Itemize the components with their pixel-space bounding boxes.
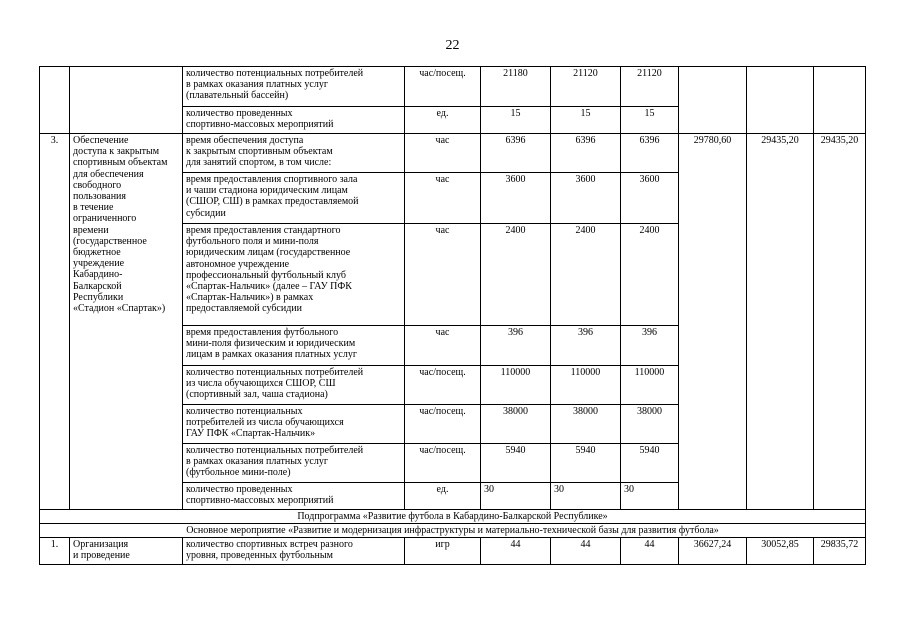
indicator-cell: количество спортивных встреч разного уровня, проведенных футбольным bbox=[183, 538, 405, 565]
indicator-cell: количество проведенных спортивно-массовых мероприятий bbox=[183, 483, 405, 510]
value-cell-year3: 3600 bbox=[621, 173, 679, 224]
money-cell-empty bbox=[747, 67, 814, 134]
table-row bbox=[40, 524, 866, 538]
num-cell-empty bbox=[40, 67, 70, 134]
indicator-cell: время предоставления футбольного мини-поля физическим и юридическим лицам в рамках оказания платных услуг bbox=[183, 326, 405, 366]
indicator-cell: время предоставления спортивного зала и чаши стадиона юридическим лицам (СШОР, СШ) в рамках предоставляемой субсидии bbox=[183, 173, 405, 224]
indicator-cell: время предоставления стандартного футбольного поля и мини-поля юридическим лицам (государственное автономное учреждение профессиональный футбольный клуб «Спартак-Нальчик» (далее – ГАУ ПФК «Спартак-Нальчик») в рамках предоставляемой субсидии bbox=[183, 224, 405, 326]
value-cell-year3: 44 bbox=[621, 538, 679, 565]
main-event-header: Основное мероприятие «Развитие и модернизация инфраструктуры и материально-технической базы для развития футбола» bbox=[40, 524, 866, 538]
value-cell-year3: 30 bbox=[621, 483, 679, 510]
value-cell-year1: 21180 bbox=[481, 67, 551, 107]
unit-cell: час bbox=[405, 224, 481, 326]
unit-cell: ед. bbox=[405, 483, 481, 510]
value-cell-year2: 21120 bbox=[551, 67, 621, 107]
value-cell-year3: 15 bbox=[621, 107, 679, 134]
value-cell-year2: 6396 bbox=[551, 134, 621, 173]
indicator-cell: количество потенциальных потребителей из числа обучающихся ГАУ ПФК «Спартак-Нальчик» bbox=[183, 405, 405, 444]
indicator-cell: количество потенциальных потребителей из числа обучающихся СШОР, СШ (спортивный зал, чаша стадиона) bbox=[183, 366, 405, 405]
unit-cell: час bbox=[405, 173, 481, 224]
unit-cell: час/посещ. bbox=[405, 405, 481, 444]
unit-cell: ед. bbox=[405, 107, 481, 134]
value-cell-year1: 38000 bbox=[481, 405, 551, 444]
page-number: 22 bbox=[445, 38, 460, 53]
indicator-cell: количество проведенных спортивно-массовых мероприятий bbox=[183, 107, 405, 134]
value-cell-year3: 21120 bbox=[621, 67, 679, 107]
value-cell-year3: 6396 bbox=[621, 134, 679, 173]
indicator-cell: время обеспечения доступа к закрытым спортивным объектам для занятий спортом, в том числе: bbox=[183, 134, 405, 173]
value-cell-year2: 38000 bbox=[551, 405, 621, 444]
funding-year3: 29835,72 bbox=[814, 538, 866, 565]
funding-year1: 36627,24 bbox=[679, 538, 747, 565]
table-row bbox=[40, 134, 866, 173]
funding-year2: 29435,20 bbox=[747, 134, 814, 510]
value-cell-year3: 38000 bbox=[621, 405, 679, 444]
value-cell-year2: 30 bbox=[551, 483, 621, 510]
value-cell-year3: 396 bbox=[621, 326, 679, 366]
unit-cell: час bbox=[405, 326, 481, 366]
value-cell-year1: 2400 bbox=[481, 224, 551, 326]
unit-cell: игр bbox=[405, 538, 481, 565]
subprogram-header: Подпрограмма «Развитие футбола в Кабардино-Балкарской Республике» bbox=[40, 510, 866, 524]
value-cell-year1: 15 bbox=[481, 107, 551, 134]
indicator-cell: количество потенциальных потребителей в рамках оказания платных услуг (футбольное мини-поле) bbox=[183, 444, 405, 483]
table-row bbox=[40, 67, 866, 107]
value-cell-year2: 44 bbox=[551, 538, 621, 565]
value-cell-year2: 3600 bbox=[551, 173, 621, 224]
unit-cell: час/посещ. bbox=[405, 366, 481, 405]
value-cell-year2: 2400 bbox=[551, 224, 621, 326]
value-cell-year1: 3600 bbox=[481, 173, 551, 224]
value-cell-year1: 396 bbox=[481, 326, 551, 366]
value-cell-year2: 396 bbox=[551, 326, 621, 366]
value-cell-year1: 6396 bbox=[481, 134, 551, 173]
value-cell-year1: 5940 bbox=[481, 444, 551, 483]
value-cell-year1: 30 bbox=[481, 483, 551, 510]
value-cell-year2: 110000 bbox=[551, 366, 621, 405]
value-cell-year1: 110000 bbox=[481, 366, 551, 405]
event-description: Организация и проведение bbox=[70, 538, 183, 565]
funding-year1: 29780,60 bbox=[679, 134, 747, 510]
funding-year3: 29435,20 bbox=[814, 134, 866, 510]
unit-cell: час/посещ. bbox=[405, 444, 481, 483]
table-row bbox=[40, 510, 866, 524]
row-number: 1. bbox=[40, 538, 70, 565]
value-cell-year3: 110000 bbox=[621, 366, 679, 405]
event-cell-empty bbox=[70, 67, 183, 134]
funding-year2: 30052,85 bbox=[747, 538, 814, 565]
unit-cell: час/посещ. bbox=[405, 67, 481, 107]
money-cell-empty bbox=[679, 67, 747, 134]
event-description: Обеспечение доступа к закрытым спортивным объектам для обеспечения свободного пользования в течение ограниченного времени (государственное бюджетное учреждение Кабардино- Балкарской Республики «Стадион «Спартак») bbox=[70, 134, 183, 510]
value-cell-year1: 44 bbox=[481, 538, 551, 565]
indicator-cell: количество потенциальных потребителей в рамках оказания платных услуг (плавательный бассейн) bbox=[183, 67, 405, 107]
unit-cell: час bbox=[405, 134, 481, 173]
value-cell-year2: 5940 bbox=[551, 444, 621, 483]
row-number: 3. bbox=[40, 134, 70, 510]
value-cell-year3: 2400 bbox=[621, 224, 679, 326]
value-cell-year2: 15 bbox=[551, 107, 621, 134]
program-table bbox=[39, 66, 866, 565]
table-row bbox=[40, 538, 866, 565]
value-cell-year3: 5940 bbox=[621, 444, 679, 483]
money-cell-empty bbox=[814, 67, 866, 134]
